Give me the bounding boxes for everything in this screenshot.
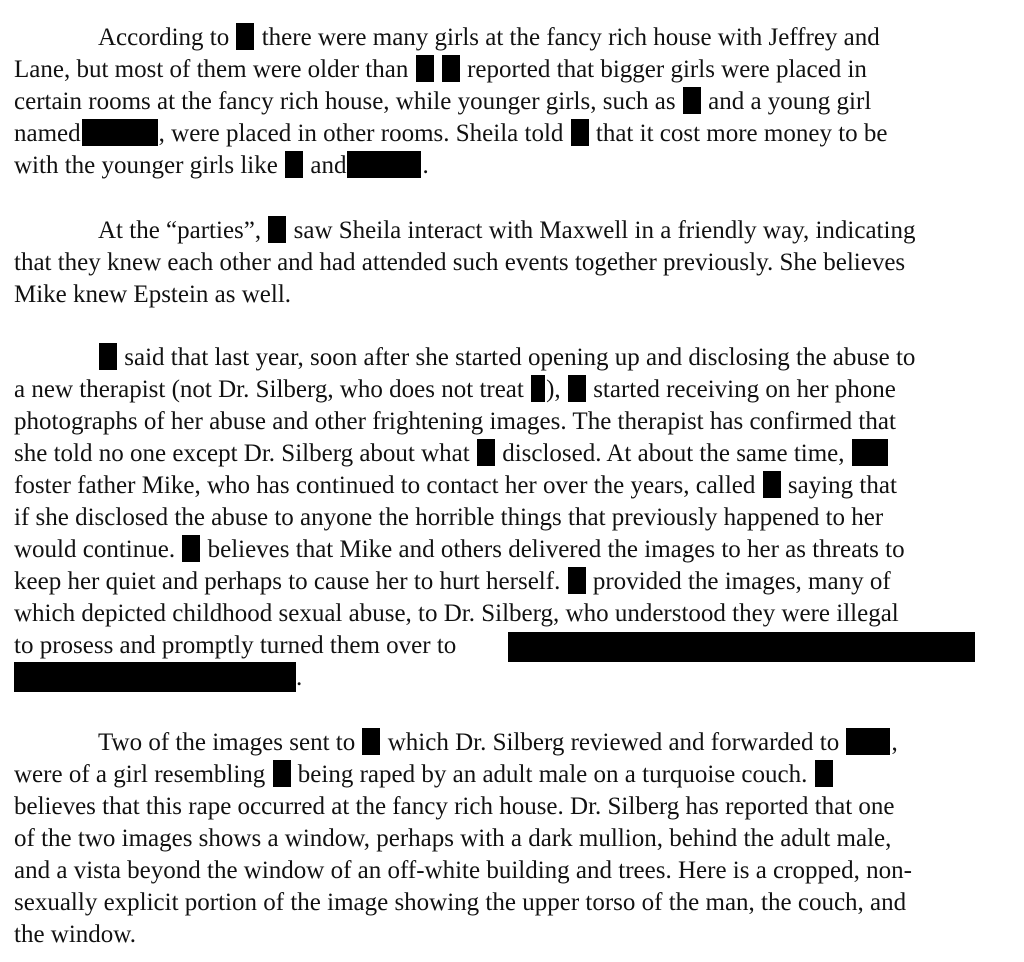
text-fragment: reported that bigger girls were placed in bbox=[467, 56, 867, 83]
redaction-block bbox=[508, 632, 975, 662]
text-line bbox=[14, 502, 883, 534]
text-line bbox=[14, 374, 896, 406]
text-fragment: photographs of her abuse and other frightening images. The therapist has confirmed that bbox=[14, 408, 896, 435]
text-line bbox=[14, 919, 136, 951]
text-line bbox=[14, 855, 912, 887]
text-fragment: of the two images shows a window, perhaps with a dark mullion, behind the adult male, bbox=[14, 825, 892, 852]
text-fragment: Mike knew Epstein as well. bbox=[14, 281, 292, 308]
redaction-block bbox=[236, 23, 254, 50]
text-line bbox=[14, 791, 894, 823]
text-fragment: to prosess and promptly turned them over to bbox=[14, 632, 457, 659]
text-fragment: certain rooms at the fancy rich house, while younger girls, such as bbox=[14, 88, 676, 115]
text-line bbox=[14, 823, 891, 855]
text-line bbox=[14, 566, 891, 598]
redaction-block bbox=[362, 728, 380, 755]
text-fragment: Lane, but most of them were older than bbox=[14, 56, 409, 83]
text-fragment: Two of the images sent to bbox=[98, 729, 356, 756]
redaction-block bbox=[416, 55, 434, 82]
redaction-block bbox=[268, 216, 286, 243]
redaction-block bbox=[82, 119, 158, 146]
text-fragment: she told no one except Dr. Silberg about what bbox=[14, 440, 470, 467]
redaction-block bbox=[846, 728, 890, 755]
redaction-block bbox=[571, 119, 589, 146]
text-line bbox=[14, 470, 897, 502]
text-line bbox=[14, 598, 899, 630]
text-line bbox=[14, 118, 888, 150]
text-line bbox=[14, 406, 896, 438]
text-fragment: believes that this rape occurred at the fancy rich house. Dr. Silberg has reported that one bbox=[14, 793, 895, 820]
text-fragment: if she disclosed the abuse to anyone the horrible things that previously happened to her bbox=[14, 504, 884, 531]
text-fragment: . bbox=[296, 664, 303, 691]
redaction-block bbox=[568, 567, 586, 594]
text-fragment: the window. bbox=[14, 921, 136, 948]
text-fragment: which Dr. Silberg reviewed and forwarded to bbox=[387, 729, 840, 756]
text-fragment: saw Sheila interact with Maxwell in a friendly way, indicating bbox=[293, 217, 916, 244]
text-fragment: provided the images, many of bbox=[592, 568, 891, 595]
redaction-block bbox=[442, 55, 460, 82]
text-fragment: saying that bbox=[787, 472, 897, 499]
text-line bbox=[296, 662, 302, 694]
text-line bbox=[14, 279, 291, 311]
redaction-block bbox=[531, 375, 545, 402]
text-line bbox=[14, 887, 906, 919]
text-fragment: that they knew each other and had attended such events together previously. She believes bbox=[14, 249, 906, 276]
redaction-block bbox=[99, 343, 117, 370]
text-fragment: there were many girls at the fancy rich house with Jeffrey and bbox=[261, 24, 880, 51]
text-line bbox=[14, 438, 889, 470]
text-line bbox=[14, 759, 834, 791]
text-fragment: would continue. bbox=[14, 536, 176, 563]
text-fragment: sexually explicit portion of the image showing the upper torso of the man, the couch, and bbox=[14, 889, 907, 916]
text-fragment: foster father Mike, who has continued to contact her over the years, called bbox=[14, 472, 756, 499]
text-fragment: keep her quiet and perhaps to cause her to hurt herself. bbox=[14, 568, 561, 595]
redaction-block bbox=[477, 439, 495, 466]
text-line bbox=[14, 534, 905, 566]
text-fragment: . bbox=[422, 152, 429, 179]
text-line bbox=[14, 247, 905, 279]
text-line bbox=[14, 54, 867, 86]
text-line bbox=[98, 727, 898, 759]
text-line bbox=[98, 342, 915, 374]
redaction-block bbox=[763, 471, 781, 498]
redaction-block bbox=[14, 662, 296, 692]
text-fragment: started receiving on her phone bbox=[593, 376, 896, 403]
redaction-block bbox=[285, 151, 303, 178]
text-fragment: said that last year, soon after she started opening up and disclosing the abuse to bbox=[124, 344, 916, 371]
text-fragment: , were placed in other rooms. Sheila told bbox=[158, 120, 564, 147]
redaction-block bbox=[815, 760, 833, 787]
text-fragment: disclosed. At about the same time, bbox=[502, 440, 845, 467]
redaction-block bbox=[347, 151, 421, 178]
text-line bbox=[14, 630, 456, 662]
text-fragment: and a young girl bbox=[708, 88, 872, 115]
text-fragment: At the “parties”, bbox=[98, 217, 262, 244]
redaction-block bbox=[182, 535, 200, 562]
text-fragment: named bbox=[14, 120, 81, 147]
text-fragment: which depicted childhood sexual abuse, to Dr. Silberg, who understood they were illegal bbox=[14, 600, 899, 627]
text-line bbox=[98, 22, 880, 54]
text-line bbox=[98, 215, 915, 247]
text-fragment: were of a girl resembling bbox=[14, 761, 266, 788]
text-fragment: and bbox=[310, 152, 347, 179]
text-fragment: believes that Mike and others delivered the images to her as threats to bbox=[207, 536, 905, 563]
text-fragment: , bbox=[891, 729, 898, 756]
redaction-block bbox=[568, 375, 586, 402]
redaction-block bbox=[273, 760, 291, 787]
text-line bbox=[14, 150, 429, 182]
text-line bbox=[14, 86, 871, 118]
text-fragment: that it cost more money to be bbox=[595, 120, 888, 147]
text-fragment: According to bbox=[98, 24, 230, 51]
text-fragment: a new therapist (not Dr. Silberg, who does not treat bbox=[14, 376, 524, 403]
text-fragment: ), bbox=[546, 376, 561, 403]
text-fragment: being raped by an adult male on a turquoise couch. bbox=[297, 761, 808, 788]
text-fragment: and a vista beyond the window of an off-white building and trees. Here is a cropped, non- bbox=[14, 857, 912, 884]
text-fragment: with the younger girls like bbox=[14, 152, 278, 179]
redaction-block bbox=[683, 87, 701, 114]
redaction-block bbox=[852, 439, 888, 466]
